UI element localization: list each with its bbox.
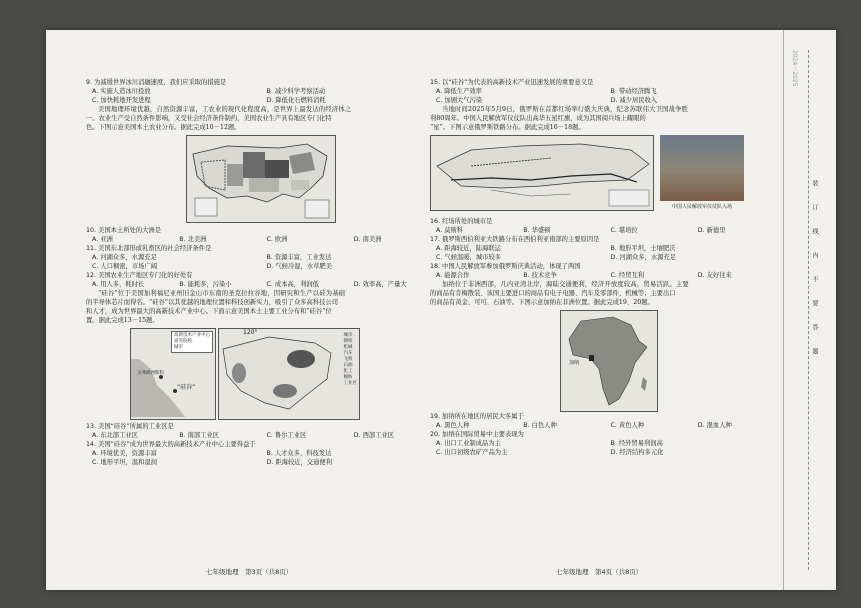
q15-options — [430, 87, 785, 105]
option: B. 华盛顿 — [523, 227, 551, 234]
q10-stem: 10. 美国本土所处的大洲是 — [86, 227, 161, 234]
intro-line: 美国地理环境优越，自然资源丰富，工农业的现代化程度高，是世界上最发达的经济体之 — [98, 106, 352, 113]
option: A. 黑色人种 — [436, 422, 470, 429]
page-footer-left: 七年级地理 第3页（共8页） — [206, 568, 293, 576]
q14-options — [86, 449, 441, 467]
parade-photo — [660, 135, 744, 201]
q18-stem: 18. 中国人民解放军参加俄罗斯庆典活动，体现了两国 — [430, 263, 581, 270]
russia-railway-map — [430, 135, 654, 211]
ghana-label: 加纳 — [569, 360, 580, 366]
africa-map — [560, 310, 658, 412]
option: A. 出口工业制成品为主 — [436, 440, 501, 447]
option: A. 降低生产效率 — [436, 88, 482, 95]
binding-notice: 装 订 线 内 不 要 答 题 — [811, 180, 818, 356]
exam-sheet — [46, 30, 836, 590]
q16-options — [430, 226, 785, 235]
option: B. 南部工业区 — [179, 432, 220, 439]
option: B. 白色人种 — [523, 422, 557, 429]
option: C. 加剧大气污染 — [436, 97, 483, 104]
legend-item: 石油 — [343, 363, 353, 368]
option: B. 人才众多，科技发达 — [266, 450, 332, 457]
intro-line: 利80周年。中国人民解放军仪仗队出高华五星红旗，成为其国阅兵场上耀眼的 — [430, 115, 646, 122]
industry-maps — [86, 328, 441, 422]
legend-item: 机械 — [343, 345, 353, 350]
option: C. 加快耗地开发进程 — [92, 97, 151, 104]
option: B. 带动经济腾飞 — [610, 88, 657, 95]
q15-stem: 15. 以“硅谷”为代表的高新技术产业迅速发展的重要意义是 — [430, 79, 594, 86]
silicon-valley-map — [130, 328, 216, 420]
q19-stem: 19. 加纳所在地区的居民大多属于 — [430, 413, 524, 420]
legend-item: 化工 — [343, 369, 353, 374]
option: D. 河湖众多，水源充足 — [610, 254, 677, 261]
option: D. 距海较近，交通便利 — [266, 459, 333, 466]
q20-stem: 20. 加纳在国际贸易中主要表现为 — [430, 431, 524, 438]
intro-line: 当地时间2025年5月9日，俄罗斯在首都红场举行盛大庆典，纪念苏联伟大卫国战争胜 — [442, 106, 689, 113]
option: C. 成本高，利润低 — [266, 281, 319, 288]
option: A. 用人多，耗时长 — [92, 281, 145, 288]
intro-line: 置。据此完成13－15题。 — [86, 317, 159, 324]
us-map-graphic — [187, 136, 335, 222]
legend-item: 城市 — [343, 333, 353, 338]
q11-stem: 11. 美国东北部形成乳畜区的社会经济条件是 — [86, 245, 212, 252]
option: A. 能源合作 — [436, 272, 470, 279]
cut-line — [808, 50, 809, 570]
option: C. 欧洲 — [266, 236, 288, 243]
option: C. 经贸互利 — [610, 272, 645, 279]
option: B. 技术竞争 — [523, 272, 557, 279]
option: D. 气候冷湿，水草肥美 — [266, 263, 333, 270]
intro-line: 一。农业生产受自然条件影响，又受社会经济条件制约，美国农业生产具有地区专门化特 — [86, 115, 332, 122]
option: A. 河湖众多，水源充足 — [92, 254, 157, 261]
legend-item: 汽车 — [343, 351, 353, 356]
option: D. 减少居民收入 — [610, 97, 658, 104]
legend-item: 工业区 — [343, 381, 357, 386]
page-3 — [86, 78, 441, 467]
photo-caption: 中国人民解放军仪仗队入场 — [671, 204, 732, 210]
option: B. 能耗多，污染小 — [179, 281, 232, 288]
option: D. 南美洲 — [353, 236, 382, 243]
option: C. 地形平坦，温和湿润 — [92, 459, 158, 466]
legend-item: 高等院校 — [174, 339, 192, 344]
legend-item: 棉纺 — [343, 375, 353, 380]
legend-item: 飞机 — [343, 357, 353, 362]
option: D. 降低化石燃料消耗 — [266, 97, 326, 104]
legend-item: 高新技术产业中心 — [174, 333, 210, 338]
option: C. 鲁尔工业区 — [266, 432, 307, 439]
intro-line: 的商品有肯梅散装、该国主要进口的商品有电子电器、汽车及零部件、机械等；主要出口 — [430, 290, 676, 297]
option: D. 西部工业区 — [353, 432, 395, 439]
industry-legend — [344, 333, 358, 387]
intro-line: 的半导体芯片而得名。“硅谷”以其优越的地理位置和科技创新实力，吸引了众多高科技公司 — [86, 299, 339, 306]
binding-margin — [783, 30, 832, 590]
option: B. 资源丰富，工业发达 — [266, 254, 332, 261]
option: D. 新德里 — [697, 227, 726, 234]
option: B. 地形平坦，土壤肥沃 — [610, 245, 676, 252]
q10-options — [86, 235, 441, 244]
option: B. 北美洲 — [179, 236, 207, 243]
option: A. 距海较近，陆海联运 — [436, 245, 501, 252]
q14-stem: 14. 美国“硅谷”成为世界最大的高新技术产业中心主要得益于 — [86, 441, 256, 448]
legend-item: 城市 — [174, 345, 183, 350]
q12-stem: 12. 美国农业生产地区专门化的好处有 — [86, 272, 193, 279]
option: B. 减少科学考察活动 — [266, 88, 326, 95]
option: C. 人口稠密，市场广阔 — [92, 263, 158, 270]
q9-stem: 9. 为减缓世界冰川消融速度，我们应采取的措施是 — [86, 79, 227, 86]
year-label: 2024－2025 — [791, 50, 798, 87]
option: D. 效率高，产量大 — [353, 281, 407, 288]
intro-line: 色。下图示意美国本土农业分布。据此完成10－12题。 — [86, 124, 241, 131]
intro-line: “硅谷”位于美国加利福尼亚州旧金山市东南的圣克拉拉谷地，因研究和生产以硅为基础 — [98, 290, 346, 297]
option: A. 环境优美，资源丰富 — [92, 450, 157, 457]
russia-figures — [430, 135, 785, 217]
page-4 — [430, 78, 785, 457]
city-label: 圣弗朗西斯科 — [137, 371, 164, 376]
us-industry-map — [218, 328, 360, 420]
option: C. 气候温暖，城市较多 — [436, 254, 502, 261]
q11-options — [86, 253, 441, 271]
legend-item: 钢铁 — [343, 339, 353, 344]
intro-line: 和人才，成为世界最大的高新技术产业中心。下面示意美国本土主要工业分布和“硅谷”位 — [86, 308, 332, 315]
q9-options — [86, 87, 441, 105]
q13-stem: 13. 美国“硅谷”所属的工业区是 — [86, 423, 174, 430]
us-agriculture-map — [186, 135, 336, 223]
option: A. 亚洲 — [92, 236, 113, 243]
longitude-label: 120° — [243, 329, 258, 336]
option: A. 实施人造冰川投放 — [92, 88, 151, 95]
page-footer-right: 七年级地理 第4页（共8页） — [556, 568, 643, 576]
option: A. 东北部工业区 — [92, 432, 138, 439]
option: A. 莫斯科 — [436, 227, 464, 234]
intro-line: 的商品有黄金、可可、石油等。下图示意加纳在非洲位置。据此完成19、20题。 — [430, 299, 654, 306]
q13-options — [86, 431, 441, 440]
option: D. 友好往来 — [697, 272, 732, 279]
africa-map-wrap — [430, 310, 785, 412]
option: B. 经外贸易利润高 — [610, 440, 663, 447]
q12-options — [86, 280, 441, 289]
option: C. 出口初级农矿产品为主 — [436, 449, 508, 456]
silicon-valley-label: “硅谷” — [177, 384, 196, 391]
q17-options — [430, 244, 785, 262]
q18-options — [430, 271, 785, 280]
industry-graphic — [219, 329, 359, 419]
railway-graphic — [431, 136, 653, 210]
option: D. 经济结构多元化 — [610, 449, 664, 456]
q16-stem: 16. 红场所处的城市是 — [430, 218, 493, 225]
option: C. 黄色人种 — [610, 422, 645, 429]
option: D. 混血人种 — [697, 422, 732, 429]
intro-line: “星”。下图示意俄罗斯铁路分布。据此完成16－18题。 — [430, 124, 585, 131]
q20-options — [430, 439, 785, 457]
option: C. 堪培拉 — [610, 227, 638, 234]
q17-stem: 17. 俄罗斯西伯利亚大铁路分布在西伯利亚南部的主要原因是 — [430, 236, 600, 243]
q19-options — [430, 421, 785, 430]
intro-line: 加纳位于非洲西部，几内亚湾北岸，海陆交通便利，经济开放度较高，贸易活跃。主要 — [442, 281, 689, 288]
